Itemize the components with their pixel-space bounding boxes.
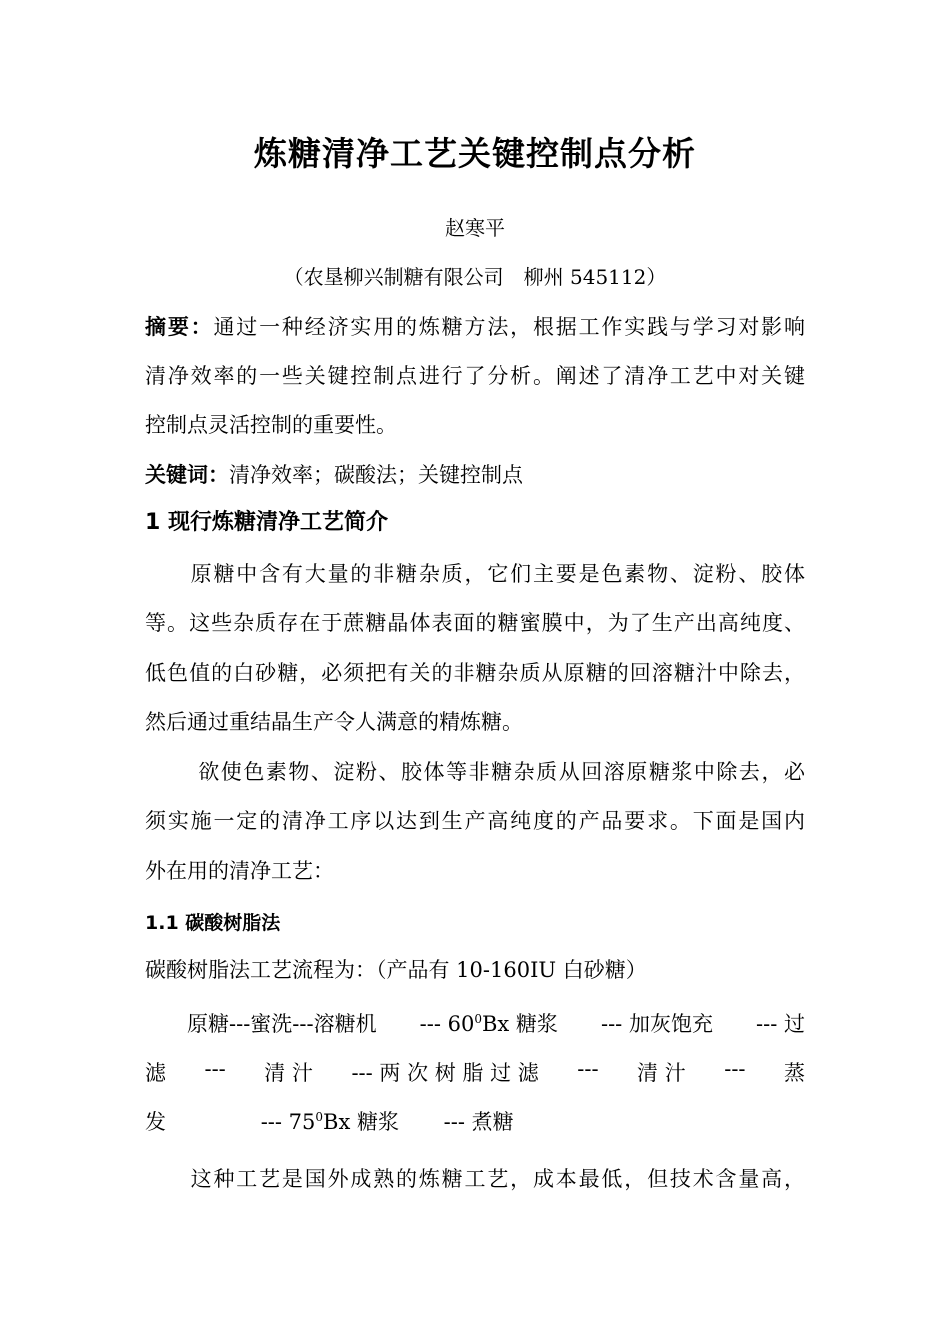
flow-step: 滤 [145,1061,166,1085]
paper-title: 炼糖清净工艺关键控制点分析 [254,134,696,173]
subsection-heading: 1.1 碳酸树脂法 [145,912,281,934]
flow-step: --- $75^0Bx$ 糖浆 [260,1110,399,1134]
keywords [145,451,805,500]
paragraph-line: 外在用的清净工艺： [145,859,334,883]
process-flow-line-2 [145,1057,805,1087]
abstract-line-1 [145,303,805,352]
flow-step: --- [577,1057,599,1081]
process-flow-line-1 [145,1008,805,1038]
process-intro: 碳酸树脂法工艺流程为：（产品有 10-160IU 白砂糖） [145,958,647,982]
paragraph-line: 低色值的白砂糖，必须把有关的非糖杂质从原糖的回溶糖汁中除去， [145,661,805,685]
flow-step: --- 加灰饱充 [600,1012,713,1036]
process-flow-line-3 [145,1106,805,1136]
abstract-text: 通过一种经济实用的炼糖方法，根据工作实践与学习对影响 [213,315,806,339]
keywords-text: 清净效率；碳酸法；关键控制点 [229,463,523,487]
author-affiliation: （农垦柳兴制糖有限公司 柳州 545112） [283,265,667,289]
abstract-label: 摘要： [145,315,214,339]
flow-step: --- 两 次 树 脂 过 滤 [351,1061,539,1085]
keywords-label: 关键词： [145,463,229,487]
flow-step: --- 过 [756,1012,805,1036]
paragraph-line: 原糖中含有大量的非糖杂质，它们主要是色素物、淀粉、胶体 [145,562,805,586]
flow-step: --- $60^0Bx$ 糖浆 [419,1012,558,1036]
flow-step: --- 煮糖 [443,1110,514,1134]
paragraph-line: 欲使色素物、淀粉、胶体等非糖杂质从回溶原糖浆中除去，必 [145,760,805,784]
paragraph-line: 须实施一定的清净工序以达到生产高纯度的产品要求。下面是国内 [145,809,805,833]
abstract-line-3: 控制点灵活控制的重要性。 [145,413,397,437]
flow-step: 蒸 [784,1061,805,1085]
paragraph-line: 然后通过重结晶生产令人满意的精炼糖。 [145,710,523,734]
flow-step: --- [204,1057,226,1081]
flow-step: 原糖---蜜洗---溶糖机 [145,1012,377,1036]
paragraph-line: 这种工艺是国外成熟的炼糖工艺，成本最低，但技术含量高， [145,1167,805,1191]
flow-step: 清 汁 [637,1061,686,1085]
author-name: 赵寒平 [445,216,505,240]
paragraph-line: 等。这些杂质存在于蔗糖晶体表面的糖蜜膜中，为了生产出高纯度、 [145,611,805,635]
flow-step: 发 [145,1110,166,1134]
flow-step: --- [724,1057,746,1081]
section-heading: 1 现行炼糖清净工艺简介 [145,510,388,535]
abstract-line-2: 清净效率的一些关键控制点进行了分析。阐述了清净工艺中对关键 [145,364,805,388]
flow-step: 清 汁 [264,1061,313,1085]
